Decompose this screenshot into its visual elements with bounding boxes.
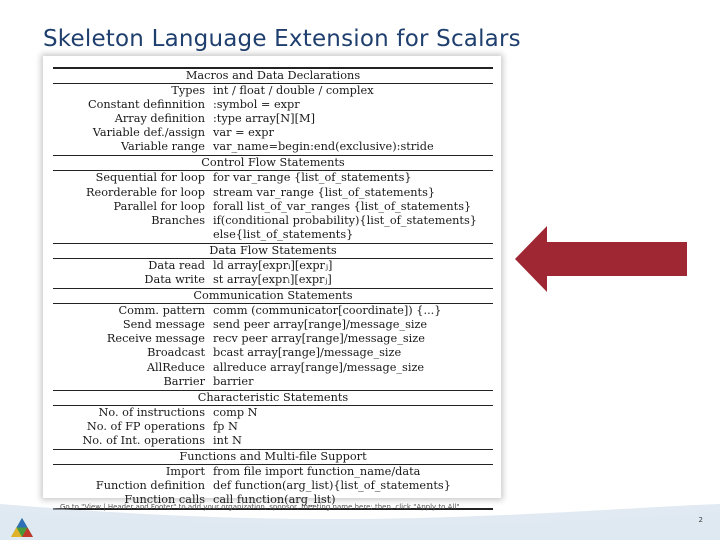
grammar-row xyxy=(53,186,493,200)
footer-text: Go to "View | Header and Footer" to add your organization, sponsor, meeting name here; then, click "Apply to All" xyxy=(60,503,460,511)
construct-label: Function definition xyxy=(95,479,205,493)
section-title: Functions and Multi-file Support xyxy=(53,449,493,465)
grammar-row xyxy=(53,273,493,287)
construct-label xyxy=(53,228,213,242)
construct-syntax: int / float / double / complex xyxy=(213,84,374,97)
construct-syntax: ld array[exprᵢ][exprⱼ] xyxy=(213,258,333,272)
construct-label: Types xyxy=(171,84,205,97)
construct-syntax: var_name=begin:end(exclusive):stride xyxy=(213,140,434,154)
grammar-row xyxy=(53,318,493,332)
construct-label: Variable def./assign xyxy=(92,126,205,140)
construct-syntax: for var_range {list_of_statements} xyxy=(213,171,412,185)
construct-syntax: comp N xyxy=(213,405,258,419)
grammar-row xyxy=(53,304,493,318)
grammar-row xyxy=(53,361,493,375)
construct-label: Parallel for loop xyxy=(113,199,205,213)
construct-label: Receive message xyxy=(106,332,205,346)
grammar-row xyxy=(53,140,493,154)
section-title: Characteristic Statements xyxy=(53,390,493,406)
section-title: Communication Statements xyxy=(53,288,493,304)
grammar-row xyxy=(53,332,493,346)
construct-label: Broadcast xyxy=(147,346,205,360)
construct-label: Branches xyxy=(151,213,205,227)
grammar-row xyxy=(53,200,493,214)
slide-title: Skeleton Language Extension for Scalars xyxy=(43,26,521,52)
left-arrow-icon xyxy=(515,226,687,292)
construct-syntax: if(conditional probability){list_of_statements} xyxy=(213,213,477,227)
construct-label: Data read xyxy=(148,258,205,272)
section-title: Data Flow Statements xyxy=(53,243,493,259)
page-number: 2 xyxy=(698,516,703,524)
company-logo-icon xyxy=(11,518,33,538)
grammar-row xyxy=(53,126,493,140)
grammar-table xyxy=(53,66,493,510)
construct-syntax: from file import function_name/data xyxy=(213,464,421,478)
construct-syntax: forall list_of_var_ranges {list_of_statements} xyxy=(213,199,472,213)
grammar-row xyxy=(53,259,493,273)
construct-syntax: bcast array[range]/message_size xyxy=(213,346,402,360)
construct-label: AllReduce xyxy=(146,360,205,374)
construct-syntax: allreduce array[range]/message_size xyxy=(213,360,425,374)
construct-syntax: var = expr xyxy=(213,126,274,140)
construct-syntax: int N xyxy=(213,433,242,447)
construct-syntax: comm (communicator[coordinate]) {...} xyxy=(213,304,442,318)
construct-syntax: call function(arg_list) xyxy=(213,493,336,507)
construct-syntax: def function(arg_list){list_of_statements} xyxy=(213,479,451,493)
construct-label: Comm. pattern xyxy=(118,304,205,318)
construct-label: No. of instructions xyxy=(98,405,205,419)
section-title: Control Flow Statements xyxy=(53,155,493,171)
grammar-row xyxy=(53,214,493,228)
construct-label: No. of Int. operations xyxy=(82,433,205,447)
construct-label: Array definition xyxy=(114,112,205,126)
construct-syntax: recv peer array[range]/message_size xyxy=(213,332,425,346)
construct-syntax: send peer array[range]/message_size xyxy=(213,318,428,332)
grammar-row xyxy=(53,465,493,479)
grammar-row xyxy=(53,171,493,185)
construct-label: Barrier xyxy=(163,374,205,388)
construct-label: No. of FP operations xyxy=(86,419,205,433)
construct-label: Sequential for loop xyxy=(95,171,205,185)
construct-syntax: barrier xyxy=(213,374,254,388)
construct-syntax: :symbol = expr xyxy=(213,98,300,112)
construct-label: Send message xyxy=(122,318,205,332)
grammar-row xyxy=(53,98,493,112)
grammar-row xyxy=(53,84,493,98)
grammar-row xyxy=(53,420,493,434)
construct-label: Constant definnition xyxy=(87,98,205,112)
grammar-row xyxy=(53,375,493,389)
construct-syntax: :type array[N][M] xyxy=(213,112,315,126)
grammar-row xyxy=(53,346,493,360)
construct-syntax: else{list_of_statements} xyxy=(213,227,354,241)
construct-syntax: fp N xyxy=(213,419,238,433)
construct-label: Data write xyxy=(144,273,205,287)
construct-label: Variable range xyxy=(120,140,205,154)
grammar-row xyxy=(53,479,493,493)
construct-syntax: st array[exprᵢ][exprⱼ] xyxy=(213,273,332,287)
grammar-row xyxy=(53,228,493,242)
grammar-row xyxy=(53,434,493,448)
construct-label: Import xyxy=(165,464,205,478)
grammar-row xyxy=(53,112,493,126)
grammar-row xyxy=(53,406,493,420)
section-title: Macros and Data Declarations xyxy=(53,67,493,84)
construct-label: Reorderable for loop xyxy=(86,185,205,199)
construct-label: Function calls xyxy=(124,493,205,507)
construct-syntax: stream var_range {list_of_statements} xyxy=(213,185,436,199)
